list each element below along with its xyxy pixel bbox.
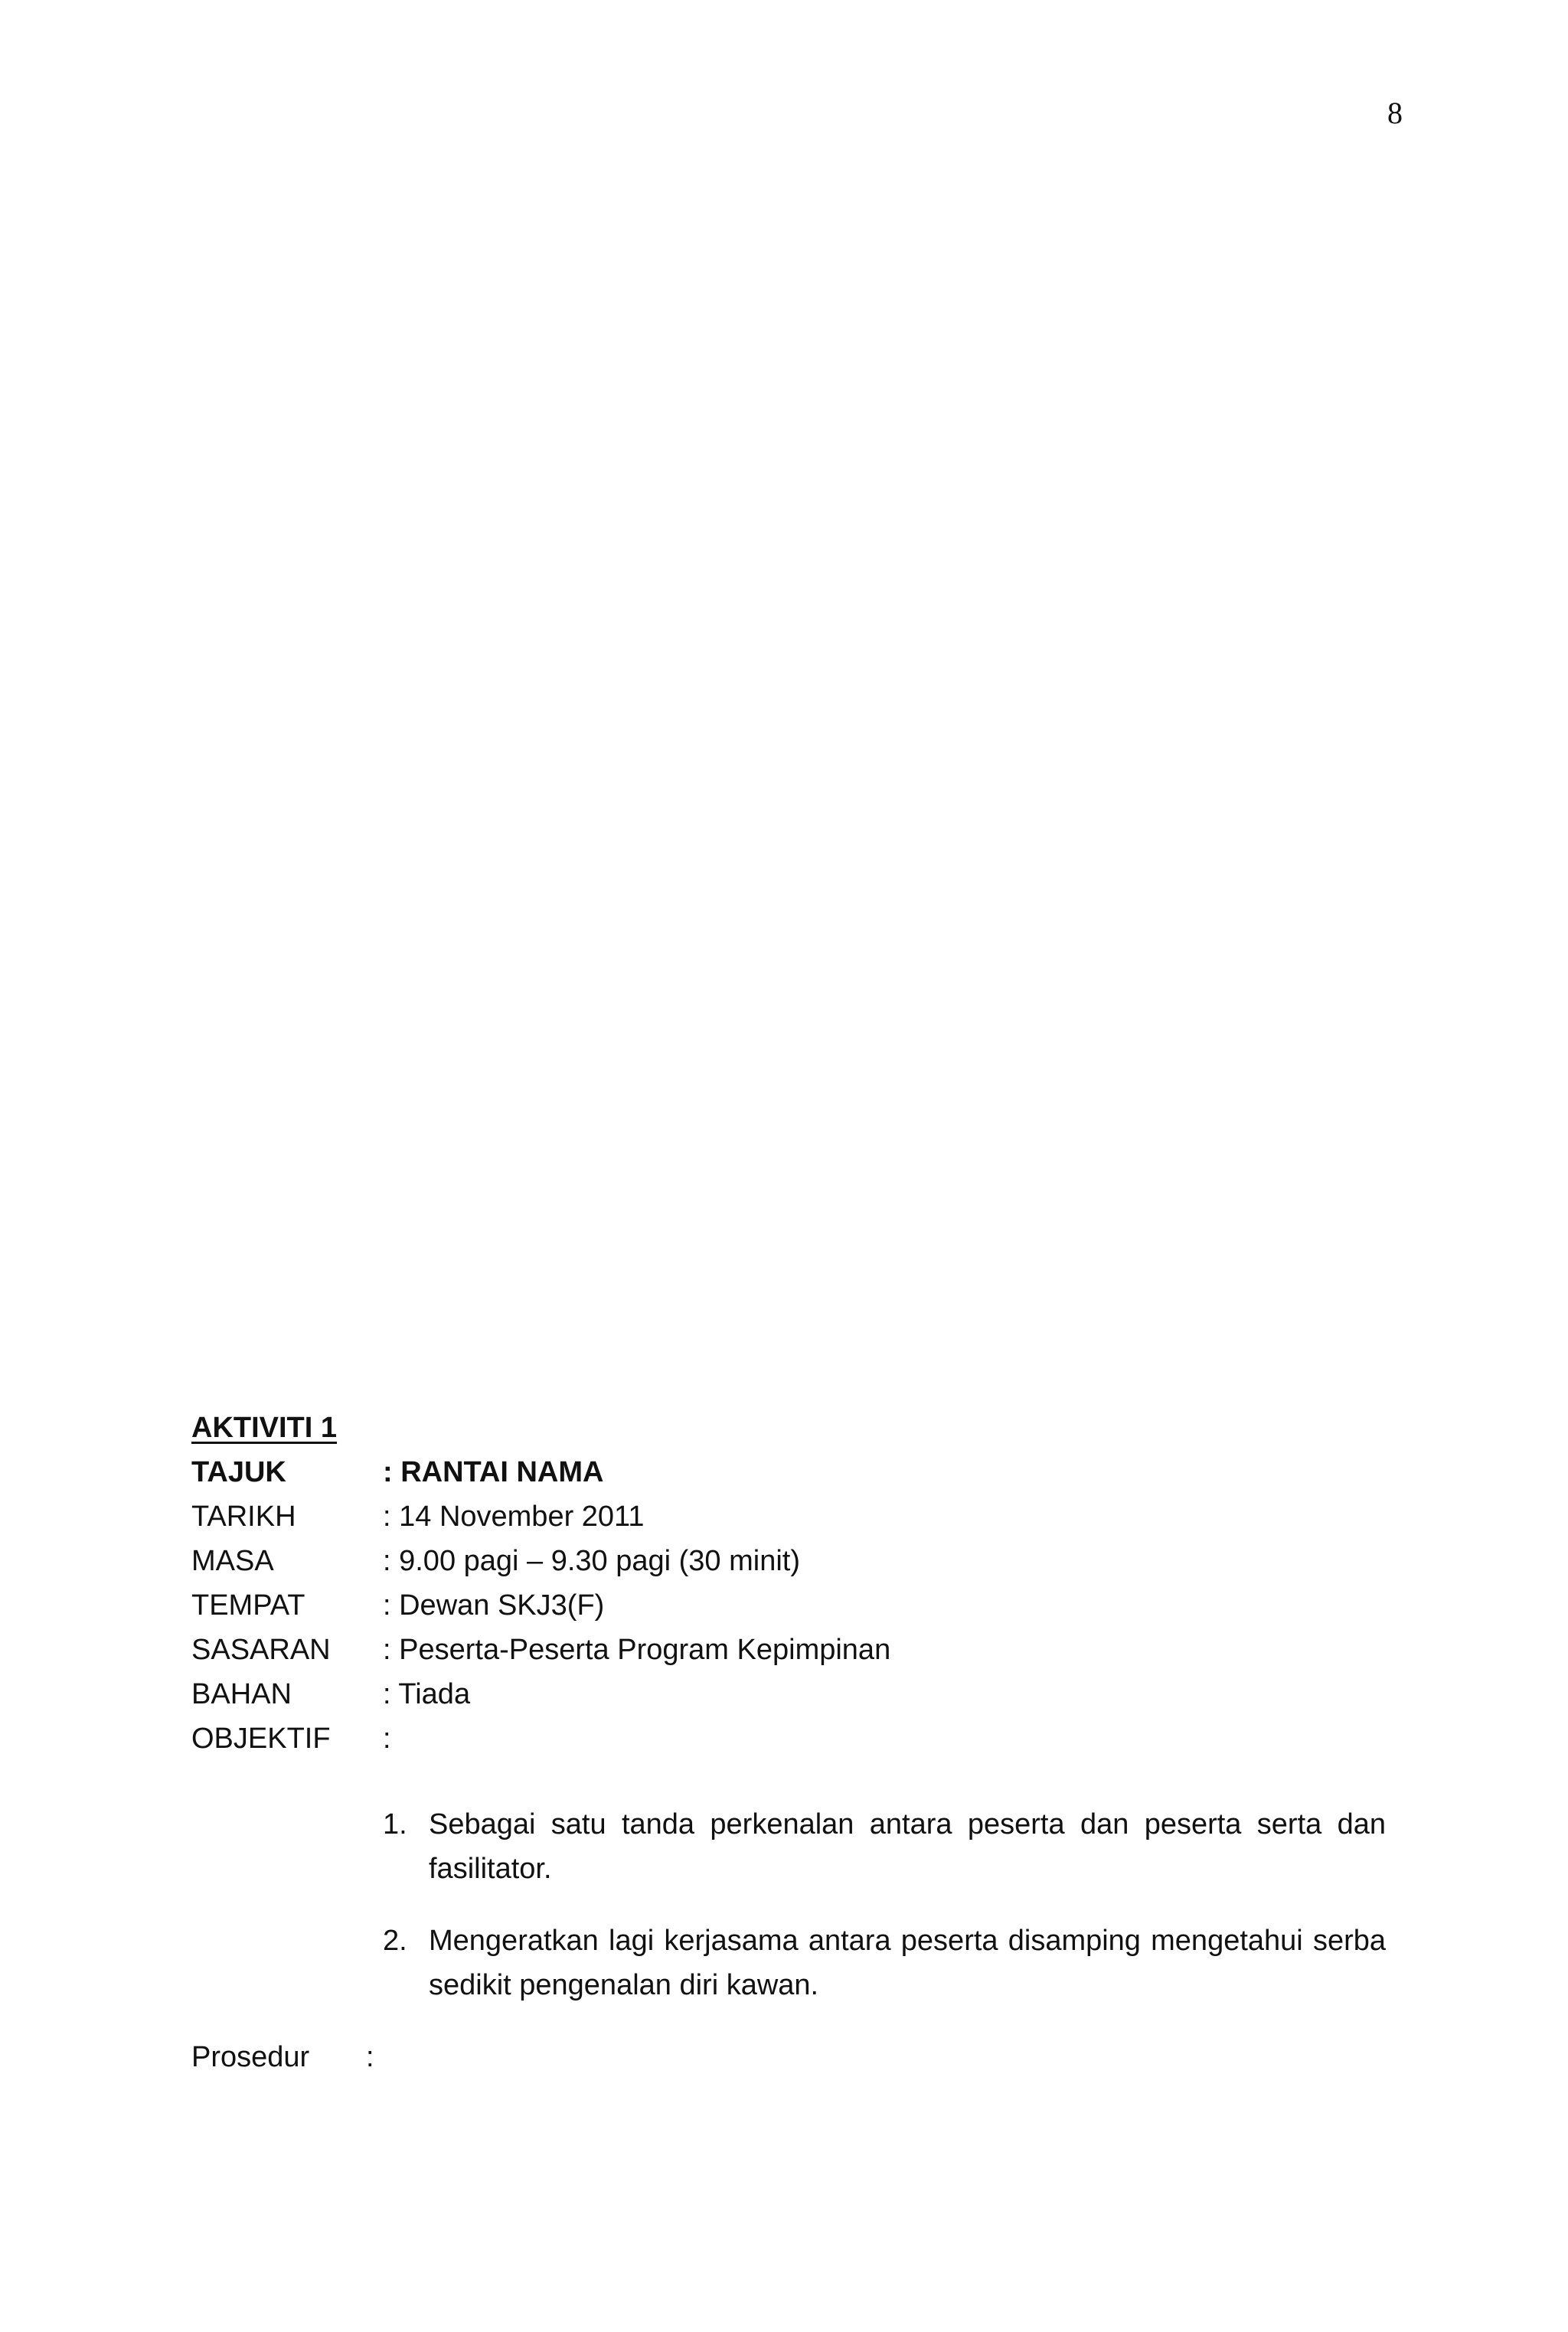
field-row-masa	[191, 1539, 1386, 1583]
page-number: 8	[1387, 96, 1403, 130]
field-label: SASARAN	[191, 1634, 331, 1666]
field-label: OBJEKTIF	[191, 1723, 331, 1755]
field-row-sasaran	[191, 1628, 1386, 1672]
field-label: BAHAN	[191, 1678, 292, 1710]
field-row-tarikh	[191, 1494, 1386, 1539]
field-value: : 9.00 pagi – 9.30 pagi (30 minit)	[383, 1545, 801, 1577]
field-label: TAJUK	[191, 1456, 286, 1488]
objective-item	[383, 1919, 1386, 2007]
objective-text: Sebagai satu tanda perkenalan antara peserta dan peserta serta dan fasilitator.	[429, 1808, 1386, 1885]
activity-heading: AKTIVITI 1	[191, 1412, 338, 1444]
field-value: :	[383, 1723, 391, 1755]
field-value: : 14 November 2011	[383, 1501, 645, 1533]
objective-number: 1.	[383, 1808, 407, 1840]
field-row-tempat	[191, 1583, 1386, 1628]
field-row-bahan	[191, 1672, 1386, 1716]
procedure-row	[191, 2035, 1386, 2079]
field-label: TARIKH	[191, 1501, 296, 1533]
field-value: : Peserta-Peserta Program Kepimpinan	[383, 1634, 891, 1666]
field-value: : Dewan SKJ3(F)	[383, 1589, 605, 1622]
field-value: : Tiada	[383, 1678, 471, 1710]
field-row-tajuk	[191, 1450, 1386, 1494]
objective-number: 2.	[383, 1925, 407, 1957]
procedure-label: Prosedur	[191, 2041, 310, 2073]
field-label: MASA	[191, 1545, 274, 1577]
field-label: TEMPAT	[191, 1589, 305, 1622]
objective-text: Mengeratkan lagi kerjasama antara peserta disamping mengetahui serba sedikit pengenalan diri kawan.	[429, 1925, 1386, 2001]
objective-list	[191, 1802, 1386, 2007]
activity-section	[191, 1406, 1386, 2079]
procedure-colon: :	[366, 2041, 374, 2073]
objective-item	[383, 1802, 1386, 1891]
field-row-objektif	[191, 1716, 1386, 1761]
field-value: : RANTAI NAMA	[383, 1456, 604, 1488]
